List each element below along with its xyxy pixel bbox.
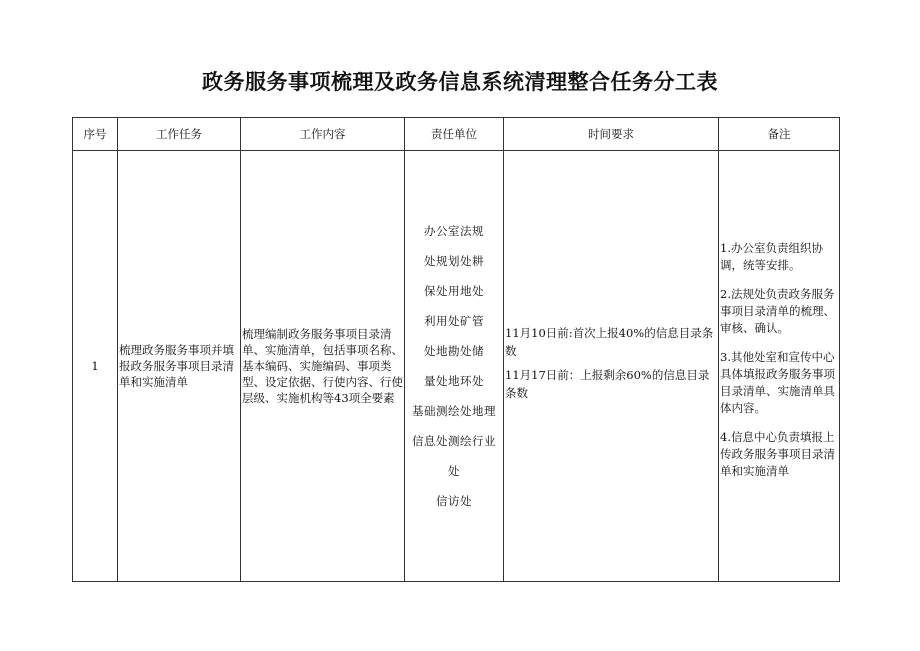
- note-item: 4.信息中心负责填报上传政务服务事项目录清单和实施清单: [720, 430, 835, 478]
- unit-line: 处: [448, 464, 460, 478]
- cell-notes: [719, 151, 840, 582]
- header-unit: 责任单位: [405, 118, 504, 151]
- cell-units: [405, 151, 504, 582]
- cell-time: [504, 151, 719, 582]
- cell-content: 梳理编制政务服务事项目录清单、实施清单，包括事项名称、基本编码、实施编码、事项类型、设定依据、行使内容、行使层级、实施机构等43项全要素: [241, 151, 405, 582]
- unit-line: 处规划处耕: [424, 254, 484, 268]
- table-row: [73, 151, 840, 582]
- note-item: 1.办公室负责组织协调，统等安排。: [720, 241, 823, 272]
- time-item: 11月10日前:首次上报40%的信息目录条数: [505, 326, 714, 358]
- header-no: 序号: [73, 118, 118, 151]
- cell-no: 1: [73, 151, 118, 582]
- unit-line: 基础测绘处地理: [412, 404, 496, 418]
- unit-line: 利用处矿管: [424, 314, 484, 328]
- unit-line: 信访处: [436, 494, 472, 508]
- header-row: [73, 118, 840, 151]
- cell-task: 梳理政务服务事项并填报政务服务事项目录清单和实施清单: [118, 151, 241, 582]
- header-note: 备注: [719, 118, 840, 151]
- task-table: [72, 117, 840, 582]
- unit-line: 信息处测绘行业: [412, 434, 496, 448]
- unit-line: 量处地环处: [424, 374, 484, 388]
- note-item: 2.法规处负责政务服务事项目录清单的梳理、审核、确认。: [720, 287, 835, 335]
- note-item: 3.其他处室和宣传中心具体填报政务服务事项目录清单、实施清单具体内容。: [720, 350, 835, 415]
- unit-line: 办公室法规: [424, 224, 484, 238]
- time-item: 11月17日前：上报剩余60%的信息目录条数: [505, 368, 710, 400]
- header-task: 工作任务: [118, 118, 241, 151]
- header-content: 工作内容: [241, 118, 405, 151]
- header-time: 时间要求: [504, 118, 719, 151]
- page-title: 政务服务事项梳理及政务信息系统清理整合任务分工表: [202, 70, 718, 94]
- unit-line: 处地勘处储: [424, 344, 484, 358]
- unit-line: 保处用地处: [424, 284, 484, 298]
